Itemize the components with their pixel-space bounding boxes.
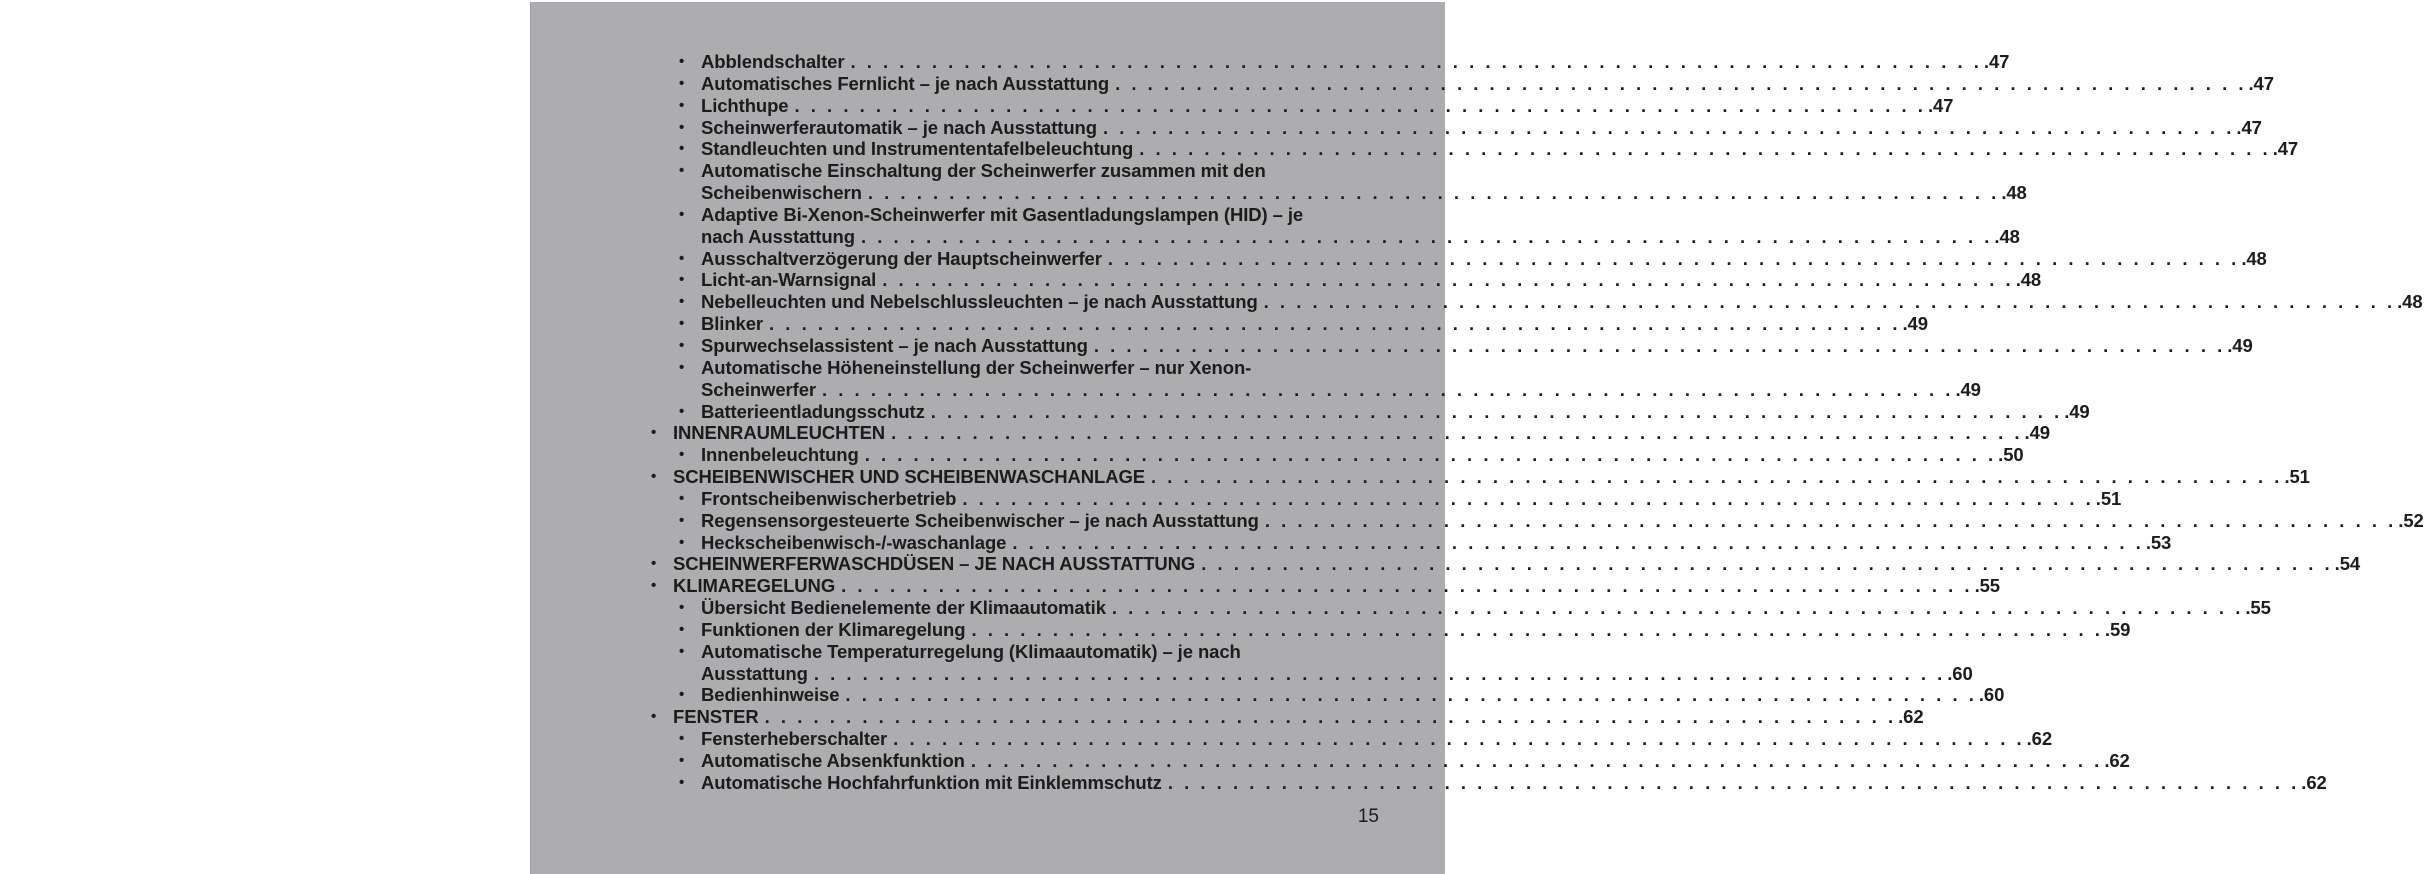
toc-subsection-entry[interactable] — [649, 640, 1973, 685]
dot-leader: . . . . . . . . . . . . . . . . . . . . . . . . . . . . . . . . . . . . . . . . . . . . . . . . . . . . . . . . . . . . . . . . . . . . . . — [882, 269, 2014, 291]
toc-entry-page: .54 — [2334, 553, 2361, 575]
toc-subsection-entry[interactable] — [649, 684, 2005, 706]
toc-entry-title-line: Standleuchten und Instrumententafelbeleuchtung — [701, 138, 1134, 160]
toc-entry-page: .51 — [2284, 466, 2310, 488]
toc-entry-page: .47 — [1983, 51, 2010, 72]
toc-entry-title-line: Innenbeleuchtung — [701, 444, 859, 466]
toc-subsection-entry[interactable] — [649, 531, 2172, 554]
toc-entry-page: .62 — [2026, 728, 2053, 750]
toc-subsection-entry[interactable] — [649, 597, 2271, 619]
bullet-icon: • — [679, 249, 685, 267]
dot-leader: . . . . . . . . . . . . . . . . . . . . . . . . . . . . . . . . . . . . . . . . . . . . . . . . . . . . . . . . . . . . . . . . . . . . . . — [893, 728, 2025, 750]
toc-entry-page: .48 — [2397, 291, 2423, 313]
dot-leader: . . . . . . . . . . . . . . . . . . . . . . . . . . . . . . . . . . . . . . . . . . . . . . . . . . . . . . . . . . . . . . . . . . . . . . — [891, 422, 2023, 444]
toc-entry-title-line: Nebelleuchten und Nebelschlussleuchten – je nach Ausstattung — [701, 291, 1258, 313]
toc-entry-title-line: Licht-an-Warnsignal — [701, 269, 877, 291]
dot-leader: . . . . . . . . . . . . . . . . . . . . . . . . . . . . . . . . . . . . . . . . . . . . . . . . . . . . . . . . . . . . . . . . . . . . . . — [1093, 334, 2226, 356]
toc-entry-page: .48 — [2001, 182, 2027, 204]
bullet-icon: • — [679, 730, 685, 748]
toc-entry-page: .60 — [1947, 662, 1973, 684]
toc-subsection-entry[interactable] — [649, 116, 2262, 139]
toc-entry-title-line: SCHEIBENWISCHER UND SCHEIBENWASCHANLAGE — [673, 466, 1145, 488]
bullet-icon: • — [651, 577, 657, 595]
toc-subsection-entry[interactable] — [649, 771, 2327, 794]
dot-leader: . . . . . . . . . . . . . . . . . . . . . . . . . . . . . . . . . . . . . . . . . . . . . . . . . . . . . . . . . . . . . . . . . . . . . . — [822, 378, 1954, 400]
bullet-icon: • — [651, 708, 657, 726]
toc-subsection-entry[interactable] — [649, 247, 2267, 270]
toc-entry-page: .48 — [2015, 269, 2042, 291]
toc-entry-title-line: Heckscheibenwisch-/-waschanlage — [701, 531, 1007, 553]
toc-subsection-entry[interactable] — [649, 269, 2042, 291]
bullet-icon: • — [679, 642, 685, 660]
bullet-icon: • — [679, 599, 685, 617]
toc-entry-title-line: Batterieentladungsschutz — [701, 400, 925, 422]
bullet-icon: • — [679, 315, 685, 333]
bullet-icon: • — [679, 533, 685, 551]
bullet-icon: • — [679, 162, 685, 180]
toc-subsection-entry[interactable] — [649, 51, 2010, 73]
bullet-icon: • — [679, 358, 685, 376]
bullet-icon: • — [679, 489, 685, 507]
toc-entry-title-line: Adaptive Bi-Xenon-Scheinwerfer mit Gasentladungslampen (HID) – je — [701, 203, 1304, 225]
toc-subsection-entry[interactable] — [649, 356, 1981, 401]
bullet-icon: • — [679, 511, 685, 529]
toc-entry-title-line: Blinker — [701, 313, 764, 335]
toc-subsection-entry[interactable] — [649, 291, 2423, 313]
bullet-icon: • — [679, 53, 685, 70]
toc-entry-title-line: Frontscheibenwischerbetrieb — [701, 487, 957, 509]
toc-subsection-entry[interactable] — [649, 509, 2424, 532]
bullet-icon: • — [651, 468, 657, 486]
toc-subsection-entry[interactable] — [649, 750, 2130, 772]
bullet-icon: • — [679, 620, 685, 638]
bullet-icon: • — [679, 773, 685, 791]
toc-entry-page: .55 — [2245, 597, 2271, 619]
bullet-icon: • — [679, 118, 685, 136]
dot-leader: . . . . . . . . . . . . . . . . . . . . . . . . . . . . . . . . . . . . . . . . . . . . . . . . . . . . . . . . . . . . . . . . . . . . . . — [850, 51, 1982, 72]
dot-leader: . . . . . . . . . . . . . . . . . . . . . . . . . . . . . . . . . . . . . . . . . . . . . . . . . . . . . . . . . . . . . . . . . . . . . . — [1167, 771, 2300, 793]
toc-entry-title-line: Automatische Temperaturregelung (Klimaautomatik) – je nach — [701, 640, 1241, 662]
bullet-icon: • — [679, 293, 685, 311]
dot-leader: . . . . . . . . . . . . . . . . . . . . . . . . . . . . . . . . . . . . . . . . . . . . . . . . . . . . . . . . . . . . . . . . . . . . . . — [867, 182, 2000, 204]
toc-subsection-entry[interactable] — [649, 444, 2024, 466]
toc-entry-title-line: Scheinwerfer — [701, 378, 816, 400]
toc-entry-page: .47 — [1927, 94, 1954, 116]
toc-entry-title-line: Ausschaltverzögerung der Hauptscheinwerfer — [701, 247, 1102, 269]
blank-facing-page — [0, 0, 530, 874]
dot-leader: . . . . . . . . . . . . . . . . . . . . . . . . . . . . . . . . . . . . . . . . . . . . . . . . . . . . . . . . . . . . . . . . . . . . . . — [1115, 72, 2247, 94]
toc-entry-title-line: FENSTER — [673, 706, 759, 728]
toc-section-entry[interactable] — [649, 553, 2361, 575]
toc-entry-title-line: Lichthupe — [701, 94, 789, 116]
toc-section-entry[interactable] — [649, 466, 2310, 488]
toc-entry-title-line: Scheibenwischern — [701, 182, 862, 204]
toc-section-entry[interactable] — [649, 706, 1924, 728]
toc-subsection-entry[interactable] — [649, 400, 2090, 423]
toc-page — [530, 2, 2424, 874]
toc-entry-title-line: Regensensorgesteuerte Scheibenwischer – je nach Ausstattung — [701, 509, 1259, 531]
toc-entry-title-line: Automatische Höheneinstellung der Scheinwerfer – nur Xenon- — [701, 356, 1252, 378]
toc-entry-title-line: INNENRAUMLEUCHTEN — [673, 422, 886, 444]
dot-leader: . . . . . . . . . . . . . . . . . . . . . . . . . . . . . . . . . . . . . . . . . . . . . . . . . . . . . . . . . . . . . . . . . . . . . . — [971, 618, 2103, 640]
toc-entry-page: .62 — [1898, 706, 1924, 728]
bullet-icon: • — [679, 140, 685, 158]
toc-entry-page: .48 — [1994, 225, 2020, 247]
toc-entry-title-line: Automatische Absenkfunktion — [701, 750, 965, 771]
toc-entry-page: .53 — [2145, 531, 2172, 553]
toc-entry-title-line: Scheinwerferautomatik – je nach Ausstattung — [701, 116, 1097, 138]
toc-entry-page: .49 — [1902, 313, 1928, 335]
bullet-icon: • — [679, 446, 685, 464]
toc-section-entry[interactable] — [649, 422, 2050, 444]
toc-subsection-entry[interactable] — [649, 487, 2122, 510]
page-number: 15 — [1357, 806, 1379, 827]
toc-subsection-entry[interactable] — [649, 334, 2253, 357]
bullet-icon: • — [679, 336, 685, 354]
dot-leader: . . . . . . . . . . . . . . . . . . . . . . . . . . . . . . . . . . . . . . . . . . . . . . . . . . . . . . . . . . . . . . . . . . . . . . — [1264, 509, 2397, 531]
toc-entry-page: .51 — [2095, 487, 2122, 509]
dot-leader: . . . . . . . . . . . . . . . . . . . . . . . . . . . . . . . . . . . . . . . . . . . . . . . . . . . . . . . . . . . . . . . . . . . . . . — [845, 684, 1977, 706]
toc-entry-page: .49 — [1955, 378, 1981, 400]
toc-entry-page: .60 — [1978, 684, 2005, 706]
table-of-contents — [649, 51, 2424, 794]
toc-entry-title-line: Funktionen der Klimaregelung — [701, 618, 966, 640]
bullet-icon: • — [679, 96, 685, 114]
dot-leader: . . . . . . . . . . . . . . . . . . . . . . . . . . . . . . . . . . . . . . . . . . . . . . . . . . . . . . . . . . . . . . . . . . . . . . — [1107, 247, 2240, 269]
dot-leader: . . . . . . . . . . . . . . . . . . . . . . . . . . . . . . . . . . . . . . . . . . . . . . . . . . . . . . . . . . . . . . . . . . . . . . — [1151, 466, 2283, 488]
toc-entry-title-line: nach Ausstattung — [701, 225, 855, 247]
toc-entry-title-line: Abblendschalter — [701, 51, 845, 72]
dot-leader: . . . . . . . . . . . . . . . . . . . . . . . . . . . . . . . . . . . . . . . . . . . . . . . . . . . . . . . . . . . . . . . . . . . . . . — [841, 575, 1973, 597]
toc-entry-page: .55 — [1974, 575, 2000, 597]
dot-leader: . . . . . . . . . . . . . . . . . . . . . . . . . . . . . . . . . . . . . . . . . . . . . . . . . . . . . . . . . . . . . . . . . . . . . . — [1139, 138, 2271, 160]
dot-leader: . . . . . . . . . . . . . . . . . . . . . . . . . . . . . . . . . . . . . . . . . . . . . . . . . . . . . . . . . . . . . . . . . . . . . . — [794, 94, 1926, 116]
dot-leader: . . . . . . . . . . . . . . . . . . . . . . . . . . . . . . . . . . . . . . . . . . . . . . . . . . . . . . . . . . . . . . . . . . . . . . — [1012, 531, 2144, 553]
toc-entry-page: .47 — [2236, 116, 2262, 138]
toc-subsection-entry[interactable] — [649, 618, 2131, 641]
dot-leader: . . . . . . . . . . . . . . . . . . . . . . . . . . . . . . . . . . . . . . . . . . . . . . . . . . . . . . . . . . . . . . . . . . . . . . — [962, 487, 2094, 509]
toc-entry-page: .62 — [2104, 750, 2130, 771]
toc-subsection-entry[interactable] — [649, 72, 2274, 95]
toc-subsection-entry[interactable] — [649, 160, 2027, 204]
toc-entry-title-line: Automatisches Fernlicht – je nach Ausstattung — [701, 72, 1110, 94]
dot-leader: . . . . . . . . . . . . . . . . . . . . . . . . . . . . . . . . . . . . . . . . . . . . . . . . . . . . . . . . . . . . . . . . . . . . . . — [1102, 116, 2235, 138]
bullet-icon: • — [679, 205, 685, 223]
toc-entry-title-line: Übersicht Bedienelemente der Klimaautomatik — [701, 597, 1106, 619]
bullet-icon: • — [679, 752, 685, 769]
toc-subsection-entry[interactable] — [649, 94, 1954, 117]
dot-leader: . . . . . . . . . . . . . . . . . . . . . . . . . . . . . . . . . . . . . . . . . . . . . . . . . . . . . . . . . . . . . . . . . . . . . . — [864, 444, 1997, 466]
toc-subsection-entry[interactable] — [649, 728, 2053, 750]
toc-entry-page: .52 — [2398, 509, 2424, 531]
dot-leader: . . . . . . . . . . . . . . . . . . . . . . . . . . . . . . . . . . . . . . . . . . . . . . . . . . . . . . . . . . . . . . . . . . . . . . — [769, 313, 1901, 335]
bullet-icon: • — [651, 424, 657, 442]
toc-entry-title-line: Ausstattung — [701, 662, 808, 684]
dot-leader: . . . . . . . . . . . . . . . . . . . . . . . . . . . . . . . . . . . . . . . . . . . . . . . . . . . . . . . . . . . . . . . . . . . . . . — [1263, 291, 2396, 313]
toc-entry-page: .49 — [2227, 334, 2253, 356]
bullet-icon: • — [679, 74, 685, 92]
toc-entry-page: .62 — [2301, 771, 2327, 793]
toc-entry-title-line: SCHEINWERFERWASCHDÜSEN – JE NACH AUSSTATTUNG — [673, 553, 1196, 575]
dot-leader: . . . . . . . . . . . . . . . . . . . . . . . . . . . . . . . . . . . . . . . . . . . . . . . . . . . . . . . . . . . . . . . . . . . . . . — [1201, 553, 2333, 575]
dot-leader: . . . . . . . . . . . . . . . . . . . . . . . . . . . . . . . . . . . . . . . . . . . . . . . . . . . . . . . . . . . . . . . . . . . . . . — [813, 662, 1946, 684]
toc-entry-page: .49 — [2064, 400, 2090, 422]
toc-entry-page: .48 — [2241, 247, 2267, 269]
dot-leader: . . . . . . . . . . . . . . . . . . . . . . . . . . . . . . . . . . . . . . . . . . . . . . . . . . . . . . . . . . . . . . . . . . . . . . — [970, 750, 2103, 771]
toc-entry-title-line: Automatische Einschaltung der Scheinwerfer zusammen mit den — [701, 160, 1266, 182]
dot-leader: . . . . . . . . . . . . . . . . . . . . . . . . . . . . . . . . . . . . . . . . . . . . . . . . . . . . . . . . . . . . . . . . . . . . . . — [1111, 597, 2244, 619]
bullet-icon: • — [679, 686, 685, 704]
dot-leader: . . . . . . . . . . . . . . . . . . . . . . . . . . . . . . . . . . . . . . . . . . . . . . . . . . . . . . . . . . . . . . . . . . . . . . — [860, 225, 1993, 247]
toc-entry-page: .50 — [1998, 444, 2024, 466]
bullet-icon: • — [679, 271, 685, 289]
toc-entry-title-line: Automatische Hochfahrfunktion mit Einklemmschutz — [701, 771, 1162, 793]
toc-subsection-entry[interactable] — [649, 203, 2020, 248]
bullet-icon: • — [651, 555, 657, 573]
toc-entry-title-line: KLIMAREGELUNG — [673, 575, 836, 597]
bullet-icon: • — [679, 402, 685, 420]
toc-subsection-entry[interactable] — [649, 313, 1928, 335]
toc-entry-title-line: Fensterheberschalter — [701, 728, 888, 750]
dot-leader: . . . . . . . . . . . . . . . . . . . . . . . . . . . . . . . . . . . . . . . . . . . . . . . . . . . . . . . . . . . . . . . . . . . . . . — [764, 706, 1897, 728]
toc-entry-title-line: Bedienhinweise — [701, 684, 840, 706]
toc-subsection-entry[interactable] — [649, 138, 2299, 160]
toc-entry-page: .49 — [2024, 422, 2050, 444]
toc-entry-page: .59 — [2104, 618, 2131, 640]
dot-leader: . . . . . . . . . . . . . . . . . . . . . . . . . . . . . . . . . . . . . . . . . . . . . . . . . . . . . . . . . . . . . . . . . . . . . . — [930, 400, 2063, 422]
toc-section-entry[interactable] — [649, 575, 2000, 597]
toc-entry-page: .47 — [2248, 72, 2274, 94]
toc-entry-title-line: Spurwechselassistent – je nach Ausstattung — [701, 334, 1088, 356]
toc-entry-page: .47 — [2272, 138, 2299, 160]
